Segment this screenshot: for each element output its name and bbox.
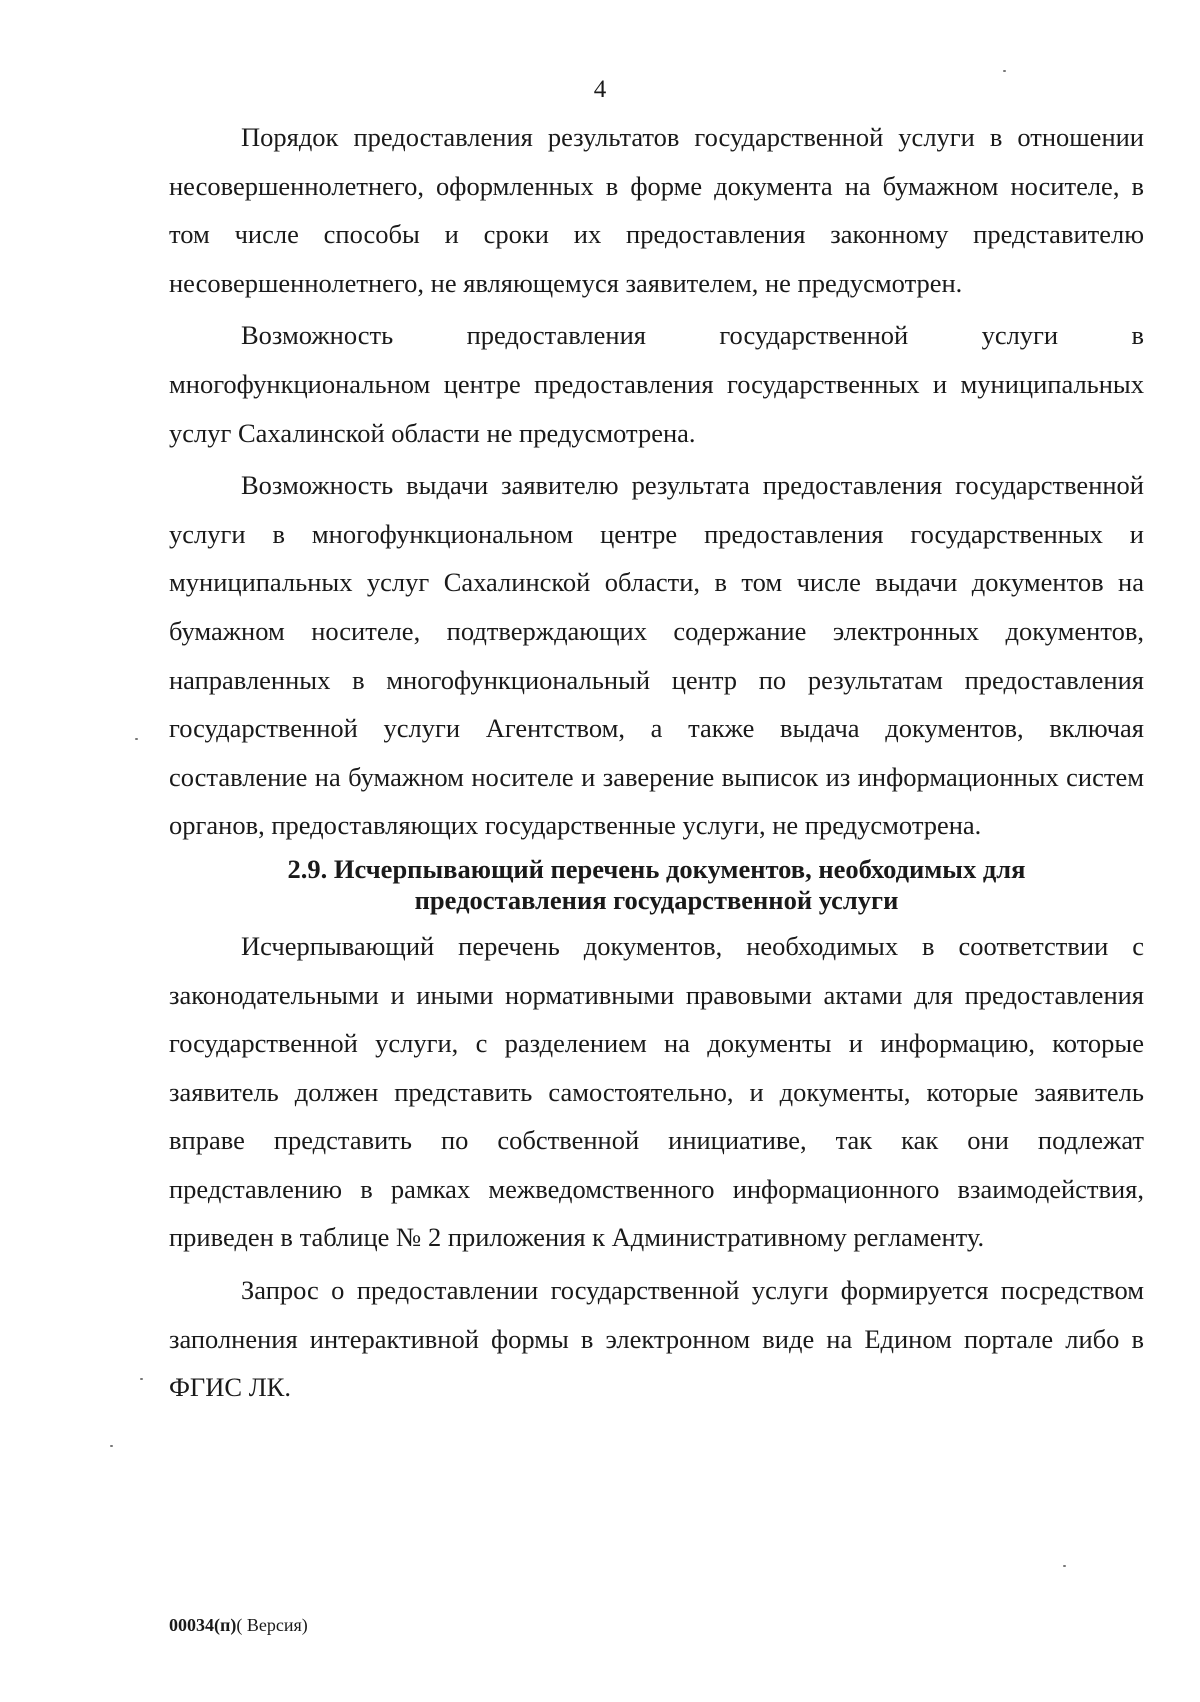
document-body bbox=[169, 113, 1144, 1416]
scan-speck bbox=[110, 1445, 113, 1447]
scan-speck bbox=[135, 738, 138, 740]
paragraph-mfc-possibility: Возможность предоставления государственной услуги в многофункциональном центре предоставления государственных и муниципальных услуг Сахалинской области не предусмотрена. bbox=[169, 320, 1144, 448]
footer-code: 00034(п) bbox=[169, 1615, 237, 1635]
scan-speck bbox=[1063, 1565, 1066, 1567]
paragraph-mfc-issuance: Возможность выдачи заявителю результата предоставления государственной услуги в многофункциональном центре предоставления государственных и муниципальных услуг Сахалинской области, в том числе выдачи документов на бумажном носителе, подтверждающих содержание электронных документов, направленных в многофункциональный центр по результатам предоставления государственной услуги Агентством, а также выдача документов, включая составление на бумажном носителе и заверение выписок из информационных систем органов, предоставляющих государственные услуги, не предусмотрена. bbox=[169, 470, 1144, 841]
paragraph-request-form: Запрос о предоставлении государственной услуги формируется посредством заполнения интерактивной формы в электронном виде на Едином портале либо в ФГИС ЛК. bbox=[169, 1275, 1144, 1403]
paragraph-results-minor: Порядок предоставления результатов государственной услуги в отношении несовершеннолетнего, оформленных в форме документа на бумажном носителе, в том числе способы и сроки их предоставления законному представителю несовершеннолетнего, не являющемуся заявителем, не предусмотрен. bbox=[169, 122, 1144, 298]
scan-speck bbox=[1003, 70, 1006, 72]
footer-version-code bbox=[169, 1614, 308, 1636]
section-heading-line-2: предоставления государственной услуги bbox=[414, 884, 899, 915]
section-heading-2-9 bbox=[169, 854, 1144, 922]
scan-speck bbox=[140, 1378, 143, 1380]
section-heading-line-1: 2.9. Исчерпывающий перечень документов, необходимых для bbox=[287, 853, 1026, 884]
footer-version: ( Версия) bbox=[236, 1615, 308, 1635]
page-number: 4 bbox=[593, 76, 607, 103]
paragraph-documents-list: Исчерпывающий перечень документов, необходимых в соответствии с законодательными и иными нормативными правовыми актами для предоставления государственной услуги, с разделением на документы и информацию, которые заявитель должен представить самостоятельно, и документы, которые заявитель вправе представить по собственной инициативе, так как они подлежат представлению в рамках межведомственного информационного взаимодействия, приведен в таблице № 2 приложения к Административному регламенту. bbox=[169, 930, 1144, 1253]
